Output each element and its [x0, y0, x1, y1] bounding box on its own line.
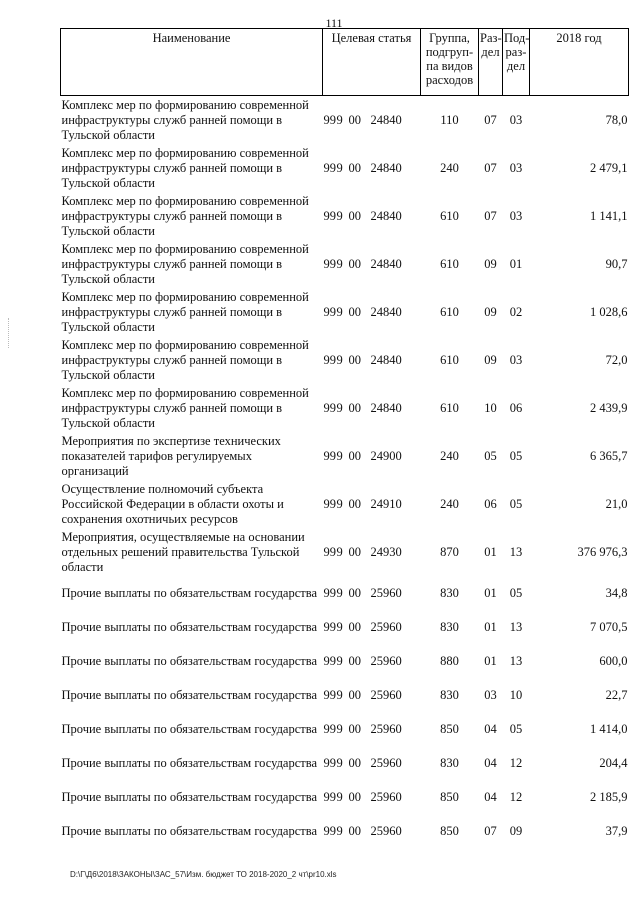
row-code: [323, 336, 421, 384]
code-part-program: 99: [323, 544, 336, 559]
row-name: Прочие выплаты по обязательствам государства: [61, 789, 318, 804]
header-year: 2018 год: [530, 29, 629, 96]
row-group: 830: [440, 755, 459, 770]
row-group: 610: [440, 256, 459, 271]
row-amount: 1 028,6: [590, 304, 628, 319]
table-row: [61, 746, 629, 780]
row-subsection: 03: [509, 112, 523, 127]
code-part-program: 99: [323, 256, 336, 271]
code-part-subprogram: 9: [336, 208, 343, 223]
row-name: Прочие выплаты по обязательствам государства: [61, 755, 318, 770]
code-part-expense: 24910: [370, 496, 402, 511]
row-group: 830: [440, 585, 459, 600]
row-code: [323, 432, 421, 480]
row-subsection: 12: [509, 755, 523, 770]
row-section: 09: [484, 256, 497, 271]
table-row: [61, 480, 629, 528]
header-name: Наименование: [61, 29, 323, 96]
row-group: 850: [440, 721, 459, 736]
code-part-expense: 25960: [370, 789, 402, 804]
code-part-expense: 24840: [370, 352, 402, 367]
code-part-program: 99: [323, 653, 336, 668]
row-code: [323, 712, 421, 746]
header-subsection: Под-раз-дел: [503, 29, 530, 96]
row-subsection: 05: [509, 721, 523, 736]
header-code: Целевая статья: [323, 29, 421, 96]
row-group: 610: [440, 400, 459, 415]
row-name: Комплекс мер по формированию современной инфраструктуры служб ранней помощи в Тульской области: [61, 241, 309, 286]
row-subsection: 13: [509, 544, 523, 559]
code-part-direction: 00: [348, 400, 361, 415]
row-section: 06: [484, 496, 497, 511]
code-part-direction: 00: [348, 687, 361, 702]
table-row: [61, 610, 629, 644]
code-part-direction: 00: [348, 160, 361, 175]
row-name: Комплекс мер по формированию современной инфраструктуры служб ранней помощи в Тульской области: [61, 145, 309, 190]
row-group: 610: [440, 352, 459, 367]
row-code: [323, 144, 421, 192]
row-amount: 7 070,5: [590, 619, 628, 634]
row-group: 610: [440, 304, 459, 319]
code-part-direction: 00: [348, 448, 361, 463]
row-amount: 90,7: [605, 256, 628, 271]
row-name: Мероприятия, осуществляемые на основании отдельных решений правительства Тульской области: [61, 529, 305, 574]
table-header-row: [61, 29, 629, 96]
margin-marks: [8, 318, 19, 348]
code-part-subprogram: 9: [336, 160, 343, 175]
row-code: [323, 780, 421, 814]
code-part-program: 99: [323, 789, 336, 804]
row-name: Комплекс мер по формированию современной инфраструктуры служб ранней помощи в Тульской области: [61, 337, 309, 382]
code-part-subprogram: 9: [336, 112, 343, 127]
row-group: 880: [440, 653, 459, 668]
table-row: [61, 336, 629, 384]
code-part-expense: 25960: [370, 755, 402, 770]
code-part-direction: 00: [348, 789, 361, 804]
row-group: 240: [440, 160, 459, 175]
row-code: [323, 814, 421, 848]
row-subsection: 05: [509, 496, 523, 511]
code-part-subprogram: 9: [336, 721, 343, 736]
row-section: 05: [484, 448, 497, 463]
row-name: Прочие выплаты по обязательствам государства: [61, 721, 318, 736]
row-subsection: 12: [509, 789, 523, 804]
row-name: Прочие выплаты по обязательствам государства: [61, 823, 318, 838]
code-part-direction: 00: [348, 653, 361, 668]
row-code: [323, 576, 421, 610]
row-amount: 78,0: [605, 112, 628, 127]
row-section: 04: [484, 721, 497, 736]
code-part-subprogram: 9: [336, 619, 343, 634]
table-row: [61, 144, 629, 192]
row-subsection: 05: [509, 585, 523, 600]
row-code: [323, 528, 421, 576]
code-part-program: 99: [323, 112, 336, 127]
row-code: [323, 480, 421, 528]
row-amount: 37,9: [605, 823, 628, 838]
row-section: 03: [484, 687, 497, 702]
table-row: [61, 432, 629, 480]
code-part-expense: 24930: [370, 544, 402, 559]
code-part-subprogram: 9: [336, 448, 343, 463]
table-row: [61, 644, 629, 678]
row-amount: 2 479,1: [590, 160, 628, 175]
code-part-program: 99: [323, 496, 336, 511]
code-part-program: 99: [323, 755, 336, 770]
row-subsection: 02: [509, 304, 523, 319]
code-part-subprogram: 9: [336, 653, 343, 668]
table-row: [61, 192, 629, 240]
row-section: 01: [484, 544, 497, 559]
code-part-program: 99: [323, 687, 336, 702]
row-amount: 1 141,1: [590, 208, 628, 223]
code-part-direction: 00: [348, 619, 361, 634]
code-part-expense: 25960: [370, 823, 402, 838]
code-part-program: 99: [323, 448, 336, 463]
row-name: Прочие выплаты по обязательствам государства: [61, 619, 318, 634]
row-name: Комплекс мер по формированию современной инфраструктуры служб ранней помощи в Тульской области: [61, 193, 309, 238]
table-row: [61, 780, 629, 814]
row-amount: 2 185,9: [590, 789, 628, 804]
row-amount: 72,0: [605, 352, 628, 367]
row-name: Комплекс мер по формированию современной инфраструктуры служб ранней помощи в Тульской области: [61, 385, 309, 430]
row-amount: 376 976,3: [577, 544, 628, 559]
budget-table: [60, 28, 629, 848]
row-group: 850: [440, 823, 459, 838]
row-group: 830: [440, 619, 459, 634]
code-part-program: 99: [323, 823, 336, 838]
row-amount: 204,4: [599, 755, 628, 770]
row-amount: 6 365,7: [590, 448, 628, 463]
code-part-program: 99: [323, 304, 336, 319]
row-section: 01: [484, 619, 497, 634]
code-part-direction: 00: [348, 112, 361, 127]
table-row: [61, 288, 629, 336]
row-group: 850: [440, 789, 459, 804]
row-code: [323, 96, 421, 145]
row-subsection: 06: [509, 400, 523, 415]
code-part-expense: 25960: [370, 687, 402, 702]
row-code: [323, 240, 421, 288]
code-part-direction: 00: [348, 755, 361, 770]
row-group: 830: [440, 687, 459, 702]
code-part-expense: 24840: [370, 160, 402, 175]
row-subsection: 01: [509, 256, 523, 271]
code-part-program: 99: [323, 352, 336, 367]
row-section: 04: [484, 755, 497, 770]
code-part-direction: 00: [348, 544, 361, 559]
code-part-expense: 24900: [370, 448, 402, 463]
code-part-direction: 00: [348, 823, 361, 838]
row-code: [323, 678, 421, 712]
row-name: Прочие выплаты по обязательствам государства: [61, 585, 318, 600]
code-part-direction: 00: [348, 208, 361, 223]
code-part-subprogram: 9: [336, 304, 343, 319]
code-part-direction: 00: [348, 496, 361, 511]
row-section: 10: [484, 400, 497, 415]
row-name: Прочие выплаты по обязательствам государства: [61, 687, 318, 702]
row-subsection: 03: [509, 160, 523, 175]
code-part-expense: 25960: [370, 721, 402, 736]
row-name: Осуществление полномочий субъекта Российской Федерации в области охоты и сохранения охотничьих ресурсов: [61, 481, 284, 526]
header-section: Раз-дел: [479, 29, 503, 96]
row-group: 110: [440, 112, 459, 127]
code-part-program: 99: [323, 208, 336, 223]
code-part-expense: 24840: [370, 256, 402, 271]
table-row: [61, 528, 629, 576]
code-part-subprogram: 9: [336, 789, 343, 804]
table-row: [61, 814, 629, 848]
row-subsection: 03: [509, 208, 523, 223]
row-code: [323, 746, 421, 780]
table-row: [61, 240, 629, 288]
code-part-direction: 00: [348, 304, 361, 319]
row-name: Прочие выплаты по обязательствам государства: [61, 653, 318, 668]
code-part-direction: 00: [348, 352, 361, 367]
row-subsection: 05: [509, 448, 523, 463]
row-section: 04: [484, 789, 497, 804]
row-subsection: 10: [509, 687, 523, 702]
row-name: Комплекс мер по формированию современной инфраструктуры служб ранней помощи в Тульской области: [61, 97, 309, 142]
row-section: 07: [484, 160, 497, 175]
code-part-program: 99: [323, 160, 336, 175]
row-subsection: 09: [509, 823, 523, 838]
row-section: 01: [484, 653, 497, 668]
code-part-subprogram: 9: [336, 585, 343, 600]
row-subsection: 13: [509, 619, 523, 634]
row-group: 610: [440, 208, 459, 223]
row-section: 09: [484, 304, 497, 319]
row-section: 01: [484, 585, 497, 600]
header-group: Группа, подгруп-па видов расходов: [421, 29, 479, 96]
code-part-expense: 24840: [370, 208, 402, 223]
row-subsection: 03: [509, 352, 523, 367]
code-part-direction: 00: [348, 256, 361, 271]
row-section: 09: [484, 352, 497, 367]
row-amount: 34,8: [605, 585, 628, 600]
row-amount: 22,7: [605, 687, 628, 702]
row-code: [323, 610, 421, 644]
table-row: [61, 96, 629, 145]
code-part-program: 99: [323, 585, 336, 600]
row-group: 240: [440, 496, 459, 511]
page-number: 111: [325, 16, 343, 30]
code-part-subprogram: 9: [336, 352, 343, 367]
row-code: [323, 288, 421, 336]
row-name: Комплекс мер по формированию современной инфраструктуры служб ранней помощи в Тульской области: [61, 289, 309, 334]
code-part-subprogram: 9: [336, 823, 343, 838]
table-row: [61, 712, 629, 746]
code-part-subprogram: 9: [336, 400, 343, 415]
code-part-direction: 00: [348, 721, 361, 736]
code-part-subprogram: 9: [336, 687, 343, 702]
code-part-program: 99: [323, 721, 336, 736]
row-amount: 21,0: [605, 496, 628, 511]
row-amount: 2 439,9: [590, 400, 628, 415]
table-row: [61, 576, 629, 610]
row-name: Мероприятия по экспертизе технических показателей тарифов регулируемых организаций: [61, 433, 281, 478]
row-amount: 1 414,0: [590, 721, 628, 736]
code-part-subprogram: 9: [336, 544, 343, 559]
code-part-expense: 25960: [370, 585, 402, 600]
code-part-program: 99: [323, 400, 336, 415]
code-part-expense: 25960: [370, 619, 402, 634]
code-part-program: 99: [323, 619, 336, 634]
code-part-expense: 24840: [370, 400, 402, 415]
table-row: [61, 678, 629, 712]
table-body: [61, 96, 629, 849]
table-row: [61, 384, 629, 432]
row-subsection: 13: [509, 653, 523, 668]
code-part-direction: 00: [348, 585, 361, 600]
row-group: 240: [440, 448, 459, 463]
row-code: [323, 384, 421, 432]
code-part-subprogram: 9: [336, 256, 343, 271]
code-part-subprogram: 9: [336, 496, 343, 511]
row-section: 07: [484, 112, 497, 127]
row-section: 07: [484, 823, 497, 838]
row-section: 07: [484, 208, 497, 223]
code-part-expense: 24840: [370, 112, 402, 127]
row-amount: 600,0: [599, 653, 628, 668]
code-part-expense: 25960: [370, 653, 402, 668]
row-group: 870: [440, 544, 459, 559]
row-code: [323, 644, 421, 678]
row-code: [323, 192, 421, 240]
code-part-expense: 24840: [370, 304, 402, 319]
file-path-footer: D:\Г\Д6\2018\ЗАКОНЫ\ЗАС_57\Изм. бюджет ТО 2018-2020_2 чт\pr10.xls: [70, 870, 337, 879]
code-part-subprogram: 9: [336, 755, 343, 770]
